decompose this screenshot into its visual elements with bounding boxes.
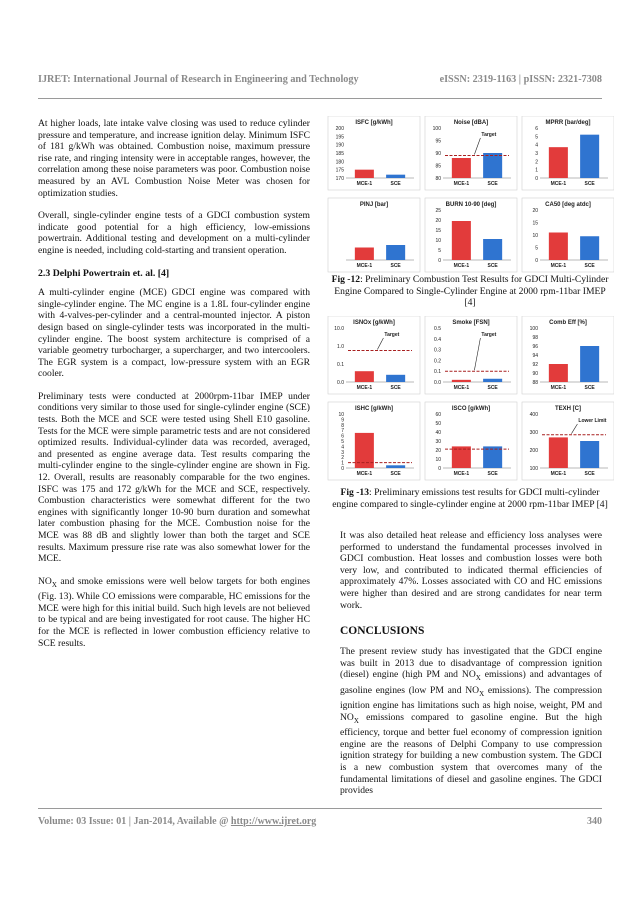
- paragraph: Preliminary tests were conducted at 2000rpm-11bar IMEP under conditions very similar to those used for single-cylinder engine (SCE) tests. Both the MCE and SCE were tested using Shell E10 gasoline. Tests for the MCE were simple parametric tests and are not considered optimized results. Individual-cylinder data was recorded, averaged, and presented as engine average data. Test results comparing the multi-cylinder engine to the single-cylinder engine are shown in Fig. 12. Overall, results are reasonably comparable for the two engines. ISFC was 175 and 172 g/kWh for the MCE and SCE, respectively. Combustion characteristics were somewhat different for the two engines with significantly longer 10-90 burn duration and somewhat later combustion phasing for the MCE. Combustion noise for the MCE was 88 dB and slightly lower than both the target and SCE results. Maximum pressure rise rate was also somewhat lower for the MCE.: [38, 390, 310, 565]
- text: NO: [38, 575, 52, 587]
- chart-isfc-g-kwh: [328, 116, 420, 190]
- y-tick-label: 0: [535, 258, 538, 264]
- y-tick-label: 0.1: [434, 369, 441, 376]
- y-tick-label: 400: [529, 412, 538, 418]
- bar-sce: [483, 153, 502, 178]
- y-tick-label: 4: [341, 444, 344, 451]
- y-tick-label: 60: [435, 412, 441, 418]
- bar-mce-1: [452, 221, 471, 260]
- y-tick-label: 2: [341, 455, 344, 462]
- paragraph: Overall, single-cylinder engine tests of a GDCI combustion system indicate good potential for a high efficiency, low-emissions powertrain. Additional testing and development on a multi-cylinder engine is needed, including cold-starting and transient operation.: [38, 210, 310, 256]
- x-tick-label: MCE-1: [356, 385, 373, 391]
- chart-ishc-g-kwh: [328, 402, 420, 480]
- y-tick-label: 10: [532, 233, 538, 239]
- chart-title: Noise [dBA]: [453, 120, 489, 126]
- annotation-label: Lower Limit: [578, 418, 607, 424]
- y-tick-label: 100: [432, 126, 441, 132]
- paragraph: [38, 576, 310, 649]
- bar-mce-1: [549, 233, 568, 261]
- bar-sce: [580, 346, 599, 382]
- y-tick-label: 20: [435, 448, 441, 454]
- y-tick-label: 0.5: [434, 326, 441, 332]
- chart-title: ISNOx [g/kWh]: [353, 320, 395, 326]
- fig13-caption: [330, 487, 610, 510]
- issn: eISSN: 2319-1163 | pISSN: 2321-7308: [439, 74, 602, 85]
- y-tick-label: 0: [438, 466, 441, 472]
- chart-comb-eff: [522, 316, 614, 394]
- chart-title: Comb Eff [%]: [549, 320, 587, 326]
- y-tick-label: 4: [535, 142, 538, 149]
- y-tick-label: 20: [435, 218, 441, 224]
- y-tick-label: 185: [335, 151, 344, 157]
- y-tick-label: 5: [535, 245, 538, 252]
- x-tick-label: SCE: [390, 471, 401, 477]
- chart-texh-c: [522, 402, 614, 480]
- bar-sce: [386, 375, 405, 382]
- footer-rule: [38, 808, 602, 809]
- section-title: 2.3 Delphi Powertrain et. al. [4]: [38, 267, 170, 279]
- bar-sce: [483, 446, 502, 468]
- bar-mce-1: [452, 446, 471, 468]
- paragraph: A multi-cylinder engine (MCE) GDCI engine was compared with single-cylinder engine. The MC engine is a 1.8L four-cylinder engine with 4-valves-per-cylinder and a central-mounted injector. A piston design based on single-cylinder tests was incorporated in the multi-cylinder engine. The boost system architecture is comprised of a variable geometry turbocharger, a supercharger, and two intercoolers. The EGR system is a compact, low-pressure system with an EGR cooler.: [38, 287, 310, 380]
- y-tick-label: 96: [532, 344, 538, 350]
- paragraph: It was also detailed heat release and efficiency loss analyses were performed to understand the fundamental processes involved in GDCI combustion. Heat losses and combustion losses were both very low, and contributed to indicated thermal efficiencies of approximately 47%. Losses associated with CO and HC emissions were higher than desired and are strong candidates for near term work.: [340, 530, 602, 611]
- y-tick-label: 6: [341, 433, 344, 440]
- y-tick-label: 50: [435, 421, 441, 427]
- chart-burn-10-90-deg: [425, 198, 517, 272]
- y-tick-label: 88: [532, 380, 538, 386]
- x-tick-label: SCE: [390, 385, 401, 391]
- x-tick-label: SCE: [584, 263, 595, 269]
- footer-volume: Volume: 03 Issue: 01 | Jan-2014, Available @: [38, 816, 231, 827]
- text: emissions) and advantages of gasoline engines (low PM and NO: [340, 669, 602, 696]
- chart-title: ISFC [g/kWh]: [355, 120, 393, 126]
- y-tick-label: 95: [435, 138, 441, 145]
- bar-sce: [483, 239, 502, 260]
- x-tick-label: MCE-1: [453, 385, 470, 391]
- text: emissions). The compression ignition engine has limitations such as high noise, weight, PM and NO: [340, 684, 602, 723]
- y-tick-label: 175: [335, 167, 344, 174]
- fig12-caption: [330, 274, 610, 309]
- chart-isnox-g-kwh: [328, 316, 420, 394]
- text: and smoke emissions were well below targets for both engines (Fig. 13). While CO emissions were comparable, HC emissions for the MCE were high for this initial build. Such high levels are not believed to be typical and are being investigated for root cause. The higher HC for the MCE is reflected in lower combustion efficiency relative to SCE results.: [38, 575, 310, 649]
- x-tick-label: MCE-1: [550, 471, 567, 477]
- y-tick-label: 100: [529, 326, 538, 332]
- y-tick-label: 100: [529, 466, 538, 472]
- paragraph: At higher loads, late intake valve closing was used to reduce cylinder pressure and temperature, and increase ignition delay. Minimum ISFC of 181 g/kWh was obtained. Combustion noise, maximum pressure rise rate, and ringing intensity were in acceptable ranges, however, the correlation among these noise parameters was poor. Combustion noise measured by an AVL Combustion Noise Meter was chosen for optimization studies.: [38, 118, 310, 199]
- fig12-charts: [326, 116, 614, 276]
- y-tick-label: 10: [435, 238, 441, 244]
- chart-title: PINJ [bar]: [359, 202, 389, 208]
- y-tick-label: 2: [535, 159, 538, 166]
- chart-mprr-bar-deg: [522, 116, 614, 190]
- y-tick-label: 8: [341, 422, 344, 429]
- subscript: X: [479, 689, 485, 698]
- y-tick-label: 25: [435, 208, 441, 214]
- y-tick-label: 15: [532, 220, 538, 227]
- subscript: X: [475, 674, 481, 683]
- x-tick-label: SCE: [487, 385, 498, 391]
- y-tick-label: 3: [341, 449, 344, 456]
- y-tick-label: 10.0: [334, 326, 344, 332]
- y-tick-label: 30: [435, 439, 441, 445]
- chart-title: TEXH [C]: [555, 406, 581, 412]
- x-tick-label: SCE: [390, 263, 401, 269]
- y-tick-label: 98: [532, 335, 538, 341]
- y-tick-label: 94: [532, 353, 538, 359]
- chart-isco-g-kwh: [425, 402, 517, 480]
- y-tick-label: 1: [535, 167, 538, 174]
- caption-text: : Preliminary Combustion Test Results for GDCI Multi-Cylinder Engine Compared to Single-Cylinder Engine at 2000 rpm-11bar IMEP [4]: [334, 274, 609, 309]
- y-tick-label: 0.4: [434, 336, 441, 343]
- x-tick-label: MCE-1: [356, 471, 373, 477]
- y-tick-label: 90: [435, 151, 441, 157]
- bar-mce-1: [549, 147, 568, 178]
- x-tick-label: SCE: [584, 181, 595, 187]
- bar-mce-1: [355, 371, 374, 382]
- left-column: [38, 118, 310, 660]
- bar-sce: [580, 135, 599, 178]
- fig-label: Fig -13: [340, 487, 370, 498]
- chart-title: ISCO [g/kWh]: [451, 406, 491, 412]
- y-tick-label: 20: [532, 208, 538, 214]
- chart-smoke-fsn: [425, 316, 517, 394]
- y-tick-label: 3: [535, 151, 538, 157]
- y-tick-label: 1.0: [337, 344, 344, 350]
- x-tick-label: MCE-1: [550, 385, 567, 391]
- y-tick-label: 90: [532, 371, 538, 377]
- bar-mce-1: [355, 170, 374, 178]
- x-tick-label: SCE: [390, 181, 401, 187]
- chart-title: Smoke [FSN]: [452, 320, 490, 326]
- y-tick-label: 0.2: [434, 358, 441, 365]
- y-tick-label: 9: [341, 417, 344, 424]
- chart-noise-dba: [425, 116, 517, 190]
- chart-frame: [328, 198, 420, 272]
- y-tick-label: 200: [335, 126, 344, 132]
- y-tick-label: 80: [435, 176, 441, 182]
- y-tick-label: 6: [535, 126, 538, 132]
- bar-sce: [580, 236, 599, 260]
- footer: [38, 816, 602, 827]
- footer-link[interactable]: http://www.ijret.org: [230, 816, 317, 827]
- bar-sce: [483, 379, 502, 382]
- y-tick-label: 5: [438, 248, 441, 254]
- x-tick-label: MCE-1: [550, 263, 567, 269]
- bar-sce: [386, 245, 405, 260]
- x-tick-label: SCE: [487, 181, 498, 187]
- chart-title: MPRR [bar/deg]: [545, 120, 591, 126]
- bar-mce-1: [549, 437, 568, 468]
- text: The present review study has investigated that the GDCI engine was built in 2013 due to disadvantage of compression ignition (diesel) engine (high PM and NO: [340, 646, 602, 681]
- y-tick-label: 195: [335, 134, 344, 141]
- x-tick-label: SCE: [487, 263, 498, 269]
- chart-title: CA50 [deg atdc]: [545, 202, 591, 208]
- y-tick-label: 0.1: [337, 362, 344, 368]
- caption-text: : Preliminary emissions test results for GDCI multi-cylinder engine compared to single-cylinder engine at 2000 rpm-11bar IMEP [4]: [332, 487, 608, 510]
- header-rule: [38, 98, 602, 99]
- bar-sce: [386, 175, 405, 178]
- y-tick-label: 0.3: [434, 347, 441, 354]
- y-tick-label: 92: [532, 362, 538, 368]
- y-tick-label: 85: [435, 163, 441, 170]
- journal-title: IJRET: International Journal of Research in Engineering and Technology: [38, 74, 359, 85]
- annotation-label: Target: [481, 332, 497, 338]
- page-number: 340: [587, 816, 602, 827]
- y-tick-label: 190: [335, 142, 344, 149]
- subscript: X: [51, 580, 57, 589]
- x-tick-label: SCE: [487, 471, 498, 477]
- y-tick-label: 200: [529, 448, 538, 454]
- x-tick-label: SCE: [584, 471, 595, 477]
- chart-title: BURN 10-90 [deg]: [445, 202, 497, 208]
- y-tick-label: 1: [341, 460, 344, 467]
- chart-pinj-bar: [328, 198, 420, 272]
- x-tick-label: MCE-1: [356, 263, 373, 269]
- bar-mce-1: [355, 248, 374, 261]
- right-column-text: [340, 530, 602, 622]
- x-tick-label: SCE: [584, 385, 595, 391]
- fig-label: Fig -12: [331, 274, 361, 285]
- conclusions-text: [340, 646, 602, 808]
- y-tick-label: 7: [341, 428, 344, 435]
- y-tick-label: 170: [335, 176, 344, 182]
- y-tick-label: 40: [435, 430, 441, 436]
- y-tick-label: 180: [335, 159, 344, 166]
- chart-title: ISHC [g/kWh]: [355, 406, 393, 412]
- y-tick-label: 0: [341, 466, 344, 472]
- text: emissions compared to gasoline engine. But the high efficiency, torque and better fuel economy of compression ignition engine are the reasons of Delphi Company to use compression ignition strategy for building a new combustion system. The GDCI is a new combustion system that overcomes many of the fundamental limitations of diesel and gasoline engines. The GDCI provides: [340, 711, 602, 797]
- bar-sce: [386, 465, 405, 468]
- y-tick-label: 5: [535, 134, 538, 141]
- annotation-label: Target: [481, 132, 497, 138]
- x-tick-label: MCE-1: [550, 181, 567, 187]
- bar-sce: [580, 441, 599, 468]
- x-tick-label: MCE-1: [453, 181, 470, 187]
- x-tick-label: MCE-1: [453, 263, 470, 269]
- y-tick-label: 10: [338, 412, 344, 418]
- x-tick-label: MCE-1: [453, 471, 470, 477]
- y-tick-label: 0: [535, 176, 538, 182]
- paragraph: [340, 646, 602, 797]
- y-tick-label: 0.0: [434, 380, 441, 386]
- y-tick-label: 0: [438, 258, 441, 264]
- conclusions-title: CONCLUSIONS: [340, 625, 425, 637]
- chart-ca50-deg-atdc: [522, 198, 614, 272]
- bar-mce-1: [549, 364, 568, 382]
- annotation-label: Target: [384, 332, 400, 338]
- y-tick-label: 300: [529, 430, 538, 436]
- x-tick-label: MCE-1: [356, 181, 373, 187]
- y-tick-label: 15: [435, 228, 441, 234]
- bar-mce-1: [452, 158, 471, 178]
- y-tick-label: 0.0: [337, 380, 344, 386]
- bar-mce-1: [452, 380, 471, 382]
- subscript: X: [353, 716, 359, 725]
- y-tick-label: 5: [341, 439, 344, 445]
- y-tick-label: 10: [435, 457, 441, 463]
- fig13-charts: [326, 316, 614, 482]
